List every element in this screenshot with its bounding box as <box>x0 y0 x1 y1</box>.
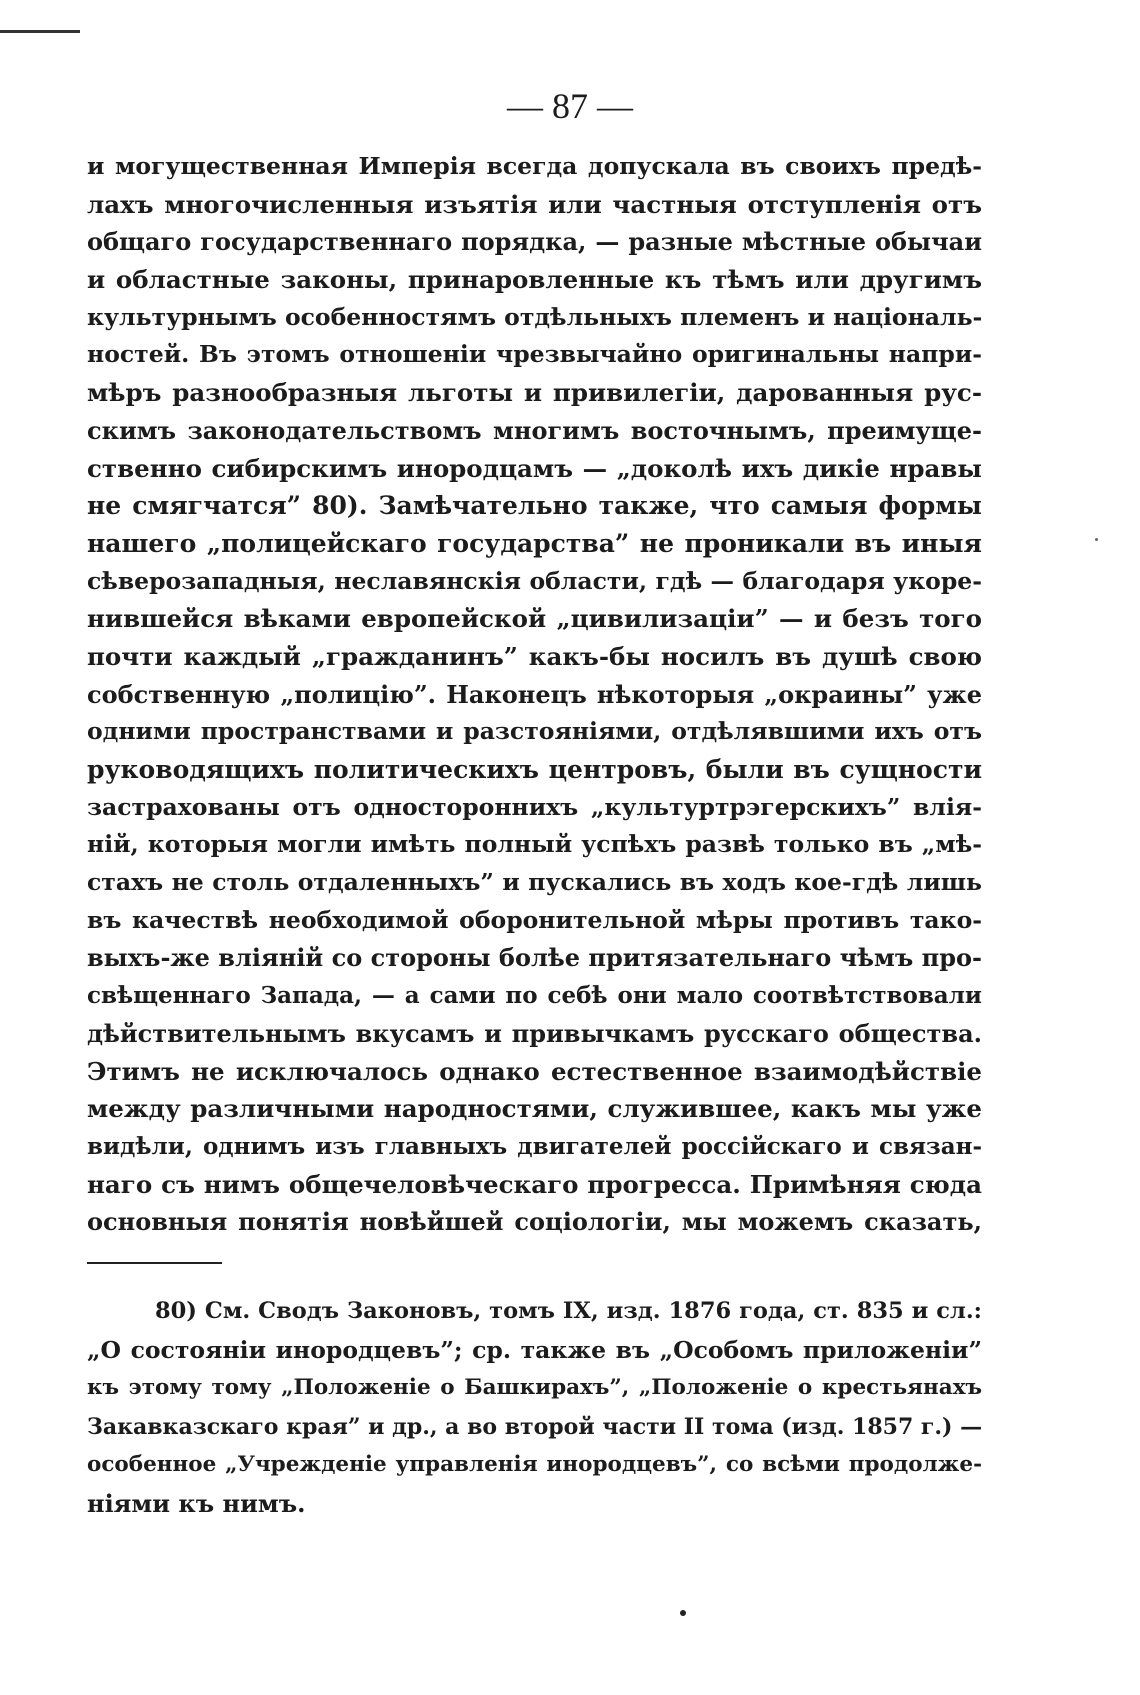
text-line: лахъ многочисленныя изъятія или частныя отступленія отъ <box>87 189 982 219</box>
text-line: общаго государственнаго порядка, — разные мѣстные обычаи <box>87 227 982 257</box>
text-line: культурнымъ особенностямъ отдѣльныхъ племенъ и національ- <box>87 302 983 331</box>
text-line: стахъ не столь отдаленныхъ” и пускались въ ходъ кое-гдѣ лишь <box>87 868 982 897</box>
footnote-line: 80) См. Сводъ Законовъ, томъ IX, изд. 1876 года, ст. 835 и сл.: <box>155 1298 982 1324</box>
text-line: въ качествѣ необходимой оборонительной мѣры противъ тако- <box>87 905 982 934</box>
footnote-line: особенное „Учрежденіе управленія инородцевъ”, со всѣми продолже- <box>87 1452 982 1477</box>
text-line: свѣщеннаго Запада, — а сами по себѣ они мало соотвѣтствовали <box>87 982 982 1010</box>
text-line: основныя понятія новѣйшей соціологіи, мы можемъ сказать, <box>87 1207 982 1237</box>
text-line: сѣверозападныя, неславянскія области, гдѣ — благодаря укоре- <box>87 566 982 595</box>
footnote-separator <box>87 1262 222 1264</box>
text-line: выхъ-же вліяній со стороны болѣе притязательнаго чѣмъ про- <box>87 943 982 973</box>
footnote-line: Закавказскаго края” и др., а во второй части II тома (изд. 1857 г.) — <box>87 1413 983 1440</box>
text-line: не смягчатся” 80). Замѣчательно также, что самыя формы <box>87 491 982 521</box>
footnote-line: „О состояніи инородцевъ”; ср. также въ „Особомъ приложеніи” <box>87 1335 982 1364</box>
text-line: Этимъ не исключалось однако естественное взаимодѣйствіе <box>87 1056 982 1086</box>
footnotes <box>87 1292 982 1523</box>
text-line: и могущественная Имперія всегда допускала въ своихъ предѣ- <box>87 152 982 180</box>
text-line: и областные законы, принаровленные къ тѣмъ или другимъ <box>87 265 982 295</box>
page-number: — 87 — <box>507 86 633 126</box>
text-line: нашего „полицейскаго государства” не проникали въ иныя <box>87 528 982 558</box>
text-line: дѣйствительнымъ вкусамъ и привычкамъ русскаго общества. <box>87 1018 982 1048</box>
footnote-line: ніями къ нимъ. <box>87 1488 306 1518</box>
text-line: видѣли, однимъ изъ главныхъ двигателей россійскаго и связан- <box>87 1132 982 1160</box>
text-line: ностей. Въ этомъ отношеніи чрезвычайно оригинальны напри- <box>87 340 982 369</box>
text-line: руководящихъ политическихъ центровъ, были въ сущности <box>87 755 982 784</box>
text-line: скимъ законодательствомъ многимъ восточнымъ, преимуще- <box>87 415 982 445</box>
text-line: мѣръ разнообразныя льготы и привилегіи, дарованныя рус- <box>87 378 982 408</box>
text-line: между различными народностями, служившее, какъ мы уже <box>87 1094 982 1124</box>
text-line: собственную „полицію”. Наконецъ нѣкоторыя „окраины” уже <box>87 679 982 709</box>
text-line: одними пространствами и разстояніями, отдѣлявшими ихъ отъ <box>87 717 982 746</box>
text-line: наго съ нимъ общечеловѣческаго прогресса. Примѣняя сюда <box>87 1169 982 1199</box>
scan-speck <box>680 1610 686 1616</box>
text-line: почти каждый „гражданинъ” какъ-бы носилъ въ душѣ свою <box>87 641 982 671</box>
scan-edge-mark <box>0 30 80 33</box>
text-line: ній, которыя могли имѣть полный успѣхъ развѣ только въ „мѣ- <box>87 830 982 859</box>
text-line: нившейся вѣками европейской „цивилизаціи” — и безъ того <box>87 604 982 634</box>
text-line: застрахованы отъ одностороннихъ „культуртрэгерскихъ” влія- <box>87 792 982 821</box>
margin-speck <box>1095 538 1098 541</box>
footnote-line: къ этому тому „Положеніе о Башкирахъ”, „Положеніе о крестьянахъ <box>87 1375 982 1400</box>
main-text <box>87 148 982 1241</box>
text-line: ственно сибирскимъ инородцамъ — „доколѣ ихъ дикіе нравы <box>87 453 982 483</box>
